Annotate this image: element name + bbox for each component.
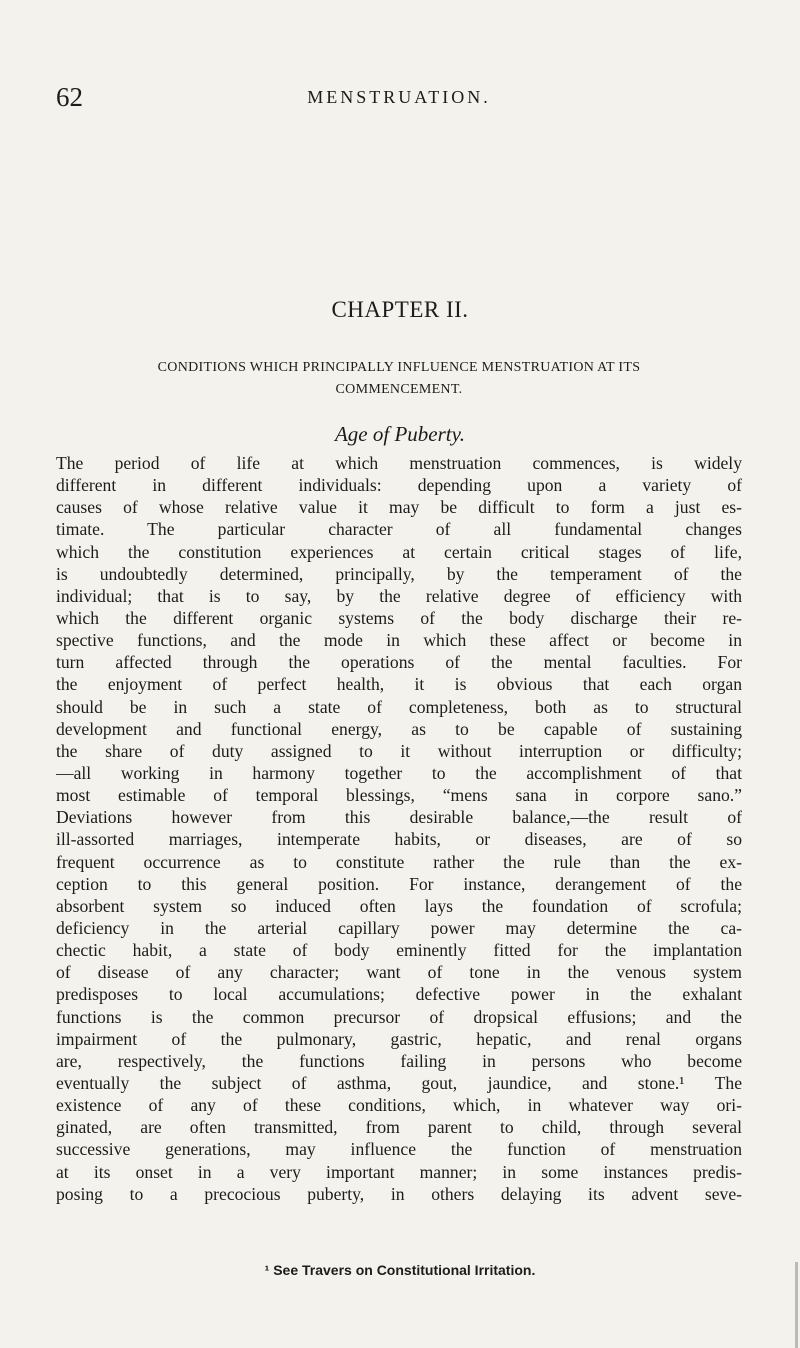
text-line: existence of any of these conditions, which, in whatever way ori- — [56, 1095, 742, 1116]
text-line: individual; that is to say, by the relative degree of efficiency with — [56, 585, 742, 606]
text-line: absorbent system so induced often lays the foundation of scrofula; — [56, 895, 742, 916]
chapter-subtitle — [56, 357, 742, 401]
text-line: posing to a precocious puberty, in others delaying its advent seve- — [56, 1183, 742, 1204]
text-line: ginated, are often transmitted, from parent to child, through several — [56, 1117, 742, 1138]
text-line: predisposes to local accumulations; defective power in the exhalant — [56, 984, 742, 1005]
page-number: 62 — [56, 82, 83, 112]
text-line: the share of duty assigned to it without interruption or difficulty; — [56, 740, 742, 761]
text-line: of disease of any character; want of tone in the venous system — [56, 962, 742, 983]
text-line: ception to this general position. For instance, derangement of the — [56, 873, 742, 894]
chapter-subtitle-line: CONDITIONS WHICH PRINCIPALLY INFLUENCE MENSTRUATION AT ITS — [157, 360, 641, 375]
text-line: ill-assorted marriages, intemperate habits, or diseases, are of so — [56, 829, 742, 850]
text-line: deficiency in the arterial capillary power may determine the ca- — [56, 917, 742, 938]
text-line: chectic habit, a state of body eminently fitted for the implantation — [56, 940, 742, 961]
chapter-title: CHAPTER II. — [331, 297, 469, 322]
text-line: most estimable of temporal blessings, “mens sana in corpore sano.” — [56, 785, 742, 806]
running-title: MENSTRUATION. — [307, 87, 491, 107]
section-title: Age of Puberty. — [334, 422, 466, 446]
text-line: eventually the subject of asthma, gout, jaundice, and stone.¹ The — [56, 1072, 742, 1093]
text-line: spective functions, and the mode in which these affect or become in — [56, 630, 742, 651]
footnote: ¹ See Travers on Constitutional Irritation. — [264, 1262, 536, 1278]
text-line: should be in such a state of completeness, both as to structural — [56, 696, 742, 717]
text-line: at its onset in a very important manner; in some instances predis- — [56, 1161, 742, 1182]
body-paragraph — [56, 452, 742, 1205]
text-line: turn affected through the operations of the mental faculties. For — [56, 652, 742, 673]
chapter-subtitle-line: COMMENCEMENT. — [335, 382, 463, 397]
text-line: development and functional energy, as to be capable of sustaining — [56, 718, 742, 739]
text-line: timate. The particular character of all fundamental changes — [56, 519, 742, 540]
text-line: The period of life at which menstruation commences, is widely — [56, 453, 742, 473]
text-line: successive generations, may influence the function of menstruation — [56, 1139, 742, 1160]
text-line: Deviations however from this desirable balance,—the result of — [56, 807, 742, 828]
text-line: is undoubtedly determined, principally, by the temperament of the — [56, 563, 742, 584]
text-line: different in different individuals: depending upon a variety of — [56, 475, 742, 496]
text-line: are, respectively, the functions failing in persons who become — [56, 1050, 742, 1071]
text-line: the enjoyment of perfect health, it is obvious that each organ — [56, 674, 742, 695]
text-line: —all working in harmony together to the accomplishment of that — [56, 762, 742, 783]
text-line: functions is the common precursor of dropsical effusions; and the — [56, 1006, 742, 1027]
text-line: causes of whose relative value it may be difficult to form a just es- — [56, 497, 742, 518]
text-line: which the different organic systems of the body discharge their re- — [56, 607, 742, 628]
text-line: which the constitution experiences at certain critical stages of life, — [56, 541, 742, 562]
page-edge-shadow — [795, 1262, 798, 1348]
text-line: frequent occurrence as to constitute rather the rule than the ex- — [56, 851, 742, 872]
text-line: impairment of the pulmonary, gastric, hepatic, and renal organs — [56, 1028, 742, 1049]
running-head — [56, 82, 742, 112]
